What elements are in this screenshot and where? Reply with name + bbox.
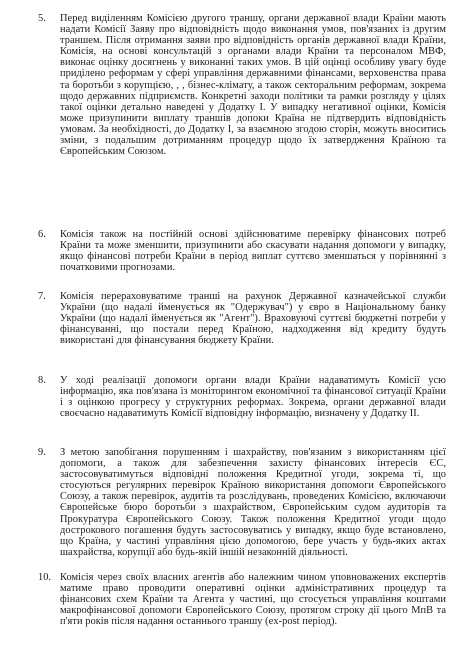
paragraph-text: Комісія перераховуватиме транші на рахунок Державної казначейської служби України (що надалі йменується як "Одержувач") у євро в Національному банку України (що надалі йменується як "Агент"). Враховуючі суттєві бюджетні потреби у фінансуванні, що постали перед Країною, надходження від кредиту будуть використані для фінансування бюджету Країни.	[60, 291, 446, 347]
paragraph-text: Перед виділенням Комісією другого траншу, органи державної влади Країни мають надати Комісії Заяву про відповідність щодо виконання умов, пов'язаних із другим траншем. Після отримання заяви про відповідність органів державної влади Країни, Комісія, на основі консультацій з органами влади Країни та персоналом МВФ, виконає оцінку досягнень у виконанні таких умов. В цій оцінці особливу увагу буде приділено реформам у сфері управління державними фінансами, верховенства права та боротьби з корупцією, , , бізнес-клімату, а також секторальним реформам, зокрема щодо державних підприємств. Конкретні заходи політики та рамки розгляду у цілях такої оцінки детально наведені у Додатку I. У випадку негативної оцінки, Комісія може призупинити виплату траншів допоки Країна не підтвердить відповідність умовам. За необхідності, до Додатку I, за взаємною згодою сторін, можуть вноситись зміни, з подальшим дотриманням процедур щодо їх затвердження Країною та Європейським Союзом.	[60, 13, 446, 158]
paragraph-text: Комісія через своїх власних агентів або належним чином уповноважених експертів матиме право проводити оперативні оцінки адміністративних процедур та фінансових схем Країни та Агента у частині, що стосується управління коштами макрофінансової допомоги Європейського Союзу, протягом строку дії цього МпВ та п'яти років після надання останнього траншу (ex-post період).	[60, 572, 446, 628]
paragraph-number: 6.	[38, 229, 46, 240]
paragraph-text: Комісія також на постійній основі здійснюватиме перевірку фінансових потреб Країни та може зменшити, призупинити або скасувати надання допомоги у випадку, якщо фінансові потреби Країни в період виплат суттєво зменшаться у порівнянні з початковими прогнозами.	[60, 229, 446, 274]
paragraph-number: 7.	[38, 291, 46, 302]
paragraph-number: 9.	[38, 447, 46, 458]
paragraph-text: З метою запобігання порушенням і шахрайству, пов'язаним з використанням цієї допомоги, а також для забезпечення захисту фінансових інтересів ЄС, застосовуватимуться відповідні положення Кредитної угоди, зокрема ті, що стосуються регулярних перевірок Країною використання допомоги Європейського Союзу, а також перевірок, аудитів та розслідувань, проведених Комісією, включаючи Європейське бюро боротьби з шахрайством, Європейським судом аудиторів та Прокуратура Європейського Союзу. Також положення Кредитної угоди щодо дострокового погашення будуть застосовуватись у випадку, якщо буде встановлено, що Країна, у частині управління цією допомогою, бере участь у будь-яких актах шахрайства, корупції або будь-якій іншій незаконній діяльності.	[60, 447, 446, 558]
paragraph-text: У ході реалізації допомоги органи влади Країни надаватимуть Комісії усю інформацію, яка пов'язана із моніторингом економічної та фінансової ситуації Країни і з оцінкою прогресу у структурних реформах. Зокрема, органи державної влади своєчасно надаватимуть Комісії відповідну інформацію, визначену у Додатку II.	[60, 375, 446, 420]
paragraph-number: 10.	[38, 572, 51, 583]
paragraph-number: 5.	[38, 13, 46, 24]
paragraph-number: 8.	[38, 375, 46, 386]
